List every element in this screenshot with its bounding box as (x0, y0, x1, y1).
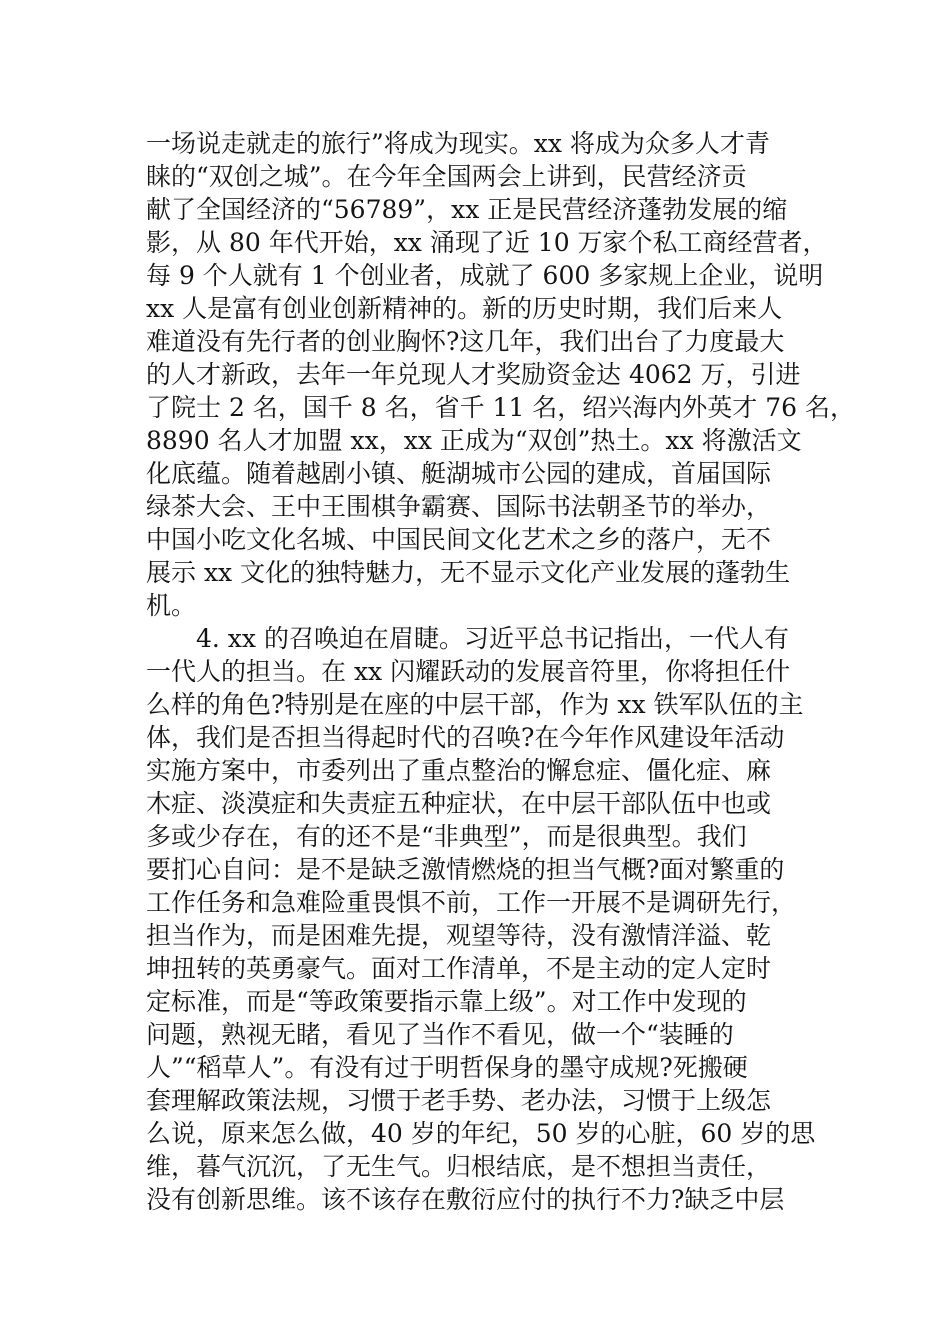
text-line: 机。 (146, 591, 197, 620)
text-line: 体，我们是否担当得起时代的召唤?在今年作风建设年活动 (146, 723, 785, 752)
text-line: 化底蕴。随着越剧小镇、艇湖城市公园的建成，首届国际 (146, 459, 772, 488)
text-line: 工作任务和急难险重畏惧不前，工作一开展不是调研先行， (146, 888, 797, 917)
text-line: 问题，熟视无睹，看见了当作不看见，做一个“装睡的 (146, 1020, 734, 1049)
text-line: 实施方案中，市委列出了重点整治的懈怠症、僵化症、麻 (146, 756, 772, 785)
text-line: 绿茶大会、王中王围棋争霸赛、国际书法朝圣节的举办， (146, 492, 772, 521)
text-line: 一场说走就走的旅行”将成为现实。xx 将成为众多人才青 (146, 129, 770, 158)
text-line: 套理解政策法规，习惯于老手势、老办法，习惯于上级怎 (146, 1086, 772, 1115)
text-line: 坤扭转的英勇豪气。面对工作清单，不是主动的定人定时 (146, 954, 772, 983)
text-line: 睐的“双创之城”。在今年全国两会上讲到，民营经济贡 (146, 162, 747, 191)
text-line: 么样的角色?特别是在座的中层干部，作为 xx 铁军队伍的主 (146, 690, 804, 719)
text-line: 要扪心自问：是不是缺乏激情燃烧的担当气概?面对繁重的 (146, 855, 785, 884)
paragraph-start-line: 4. xx 的召唤迫在眉睫。习近平总书记指出，一代人有 (196, 624, 789, 653)
text-line: 一代人的担当。在 xx 闪耀跃动的发展音符里，你将担任什 (146, 657, 791, 686)
text-line: 每 9 个人就有 1 个创业者，成就了 600 多家规上企业，说明 (146, 261, 824, 290)
text-line: 了院士 2 名，国千 8 名，省千 11 名，绍兴海内外英才 76 名， (146, 393, 856, 422)
text-line: 木症、淡漠症和失责症五种症状，在中层干部队伍中也或 (146, 789, 772, 818)
text-line: 多或少存在，有的还不是“非典型”，而是很典型。我们 (146, 822, 747, 851)
text-line: 么说，原来怎么做，40 岁的年纪，50 岁的心脏，60 岁的思 (146, 1119, 816, 1148)
text-line: 人”“稻草人”。有没有过于明哲保身的墨守成规?死搬硬 (146, 1053, 748, 1082)
text-line: 担当作为，而是困难先提，观望等待，没有激情洋溢、乾 (146, 921, 772, 950)
text-line: 没有创新思维。该不该存在敷衍应付的执行不力?缺乏中层 (146, 1185, 785, 1214)
text-line: 维，暮气沉沉，了无生气。归根结底，是不想担当责任， (146, 1152, 772, 1181)
text-line: 中国小吃文化名城、中国民间文化艺术之乡的落户，无不 (146, 525, 772, 554)
text-line: xx 人是富有创业创新精神的。新的历史时期，我们后来人 (146, 294, 783, 323)
text-line: 8890 名人才加盟 xx，xx 正成为“双创”热土。xx 将激活文 (146, 426, 802, 455)
text-line: 的人才新政，去年一年兑现人才奖励资金达 4062 万，引进 (146, 360, 801, 389)
text-line: 献了全国经济的“56789”，xx 正是民营经济蓬勃发展的缩 (146, 195, 788, 224)
text-line: 难道没有先行者的创业胸怀?这几年，我们出台了力度最大 (146, 327, 785, 356)
text-line: 展示 xx 文化的独特魅力，无不显示文化产业发展的蓬勃生 (146, 558, 791, 587)
text-line: 定标准，而是“等政策要指示靠上级”。对工作中发现的 (146, 987, 747, 1016)
text-line: 影，从 80 年代开始，xx 涌现了近 10 万家个私工商经营者， (146, 228, 828, 257)
